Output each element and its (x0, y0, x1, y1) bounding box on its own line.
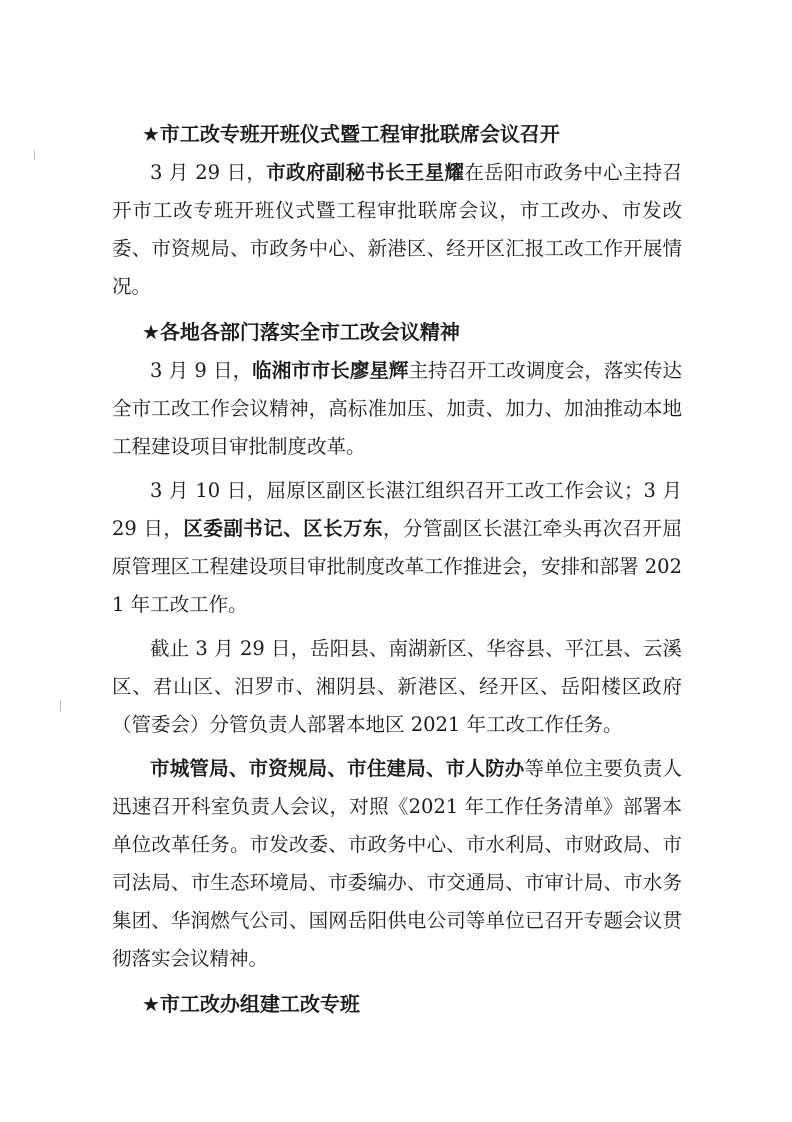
paragraph-text: ，分管副区长湛江牵头再次召开屈原管理区工程建设项目审批制度改革工作推进会，安排和部署 2021 年工改工作。 (112, 517, 682, 616)
paragraph-lead: 3 月 29 日， (150, 161, 267, 184)
highlight-name: 市政府副秘书长王星耀 (266, 161, 465, 184)
paragraph-text: 等单位主要负责人迅速召开科室负责人会议，对照《2021 年工作任务清单》部署本单位改革任务。市发改委、市政务中心、市水利局、市财政局、市司法局、市生态环境局、市委编办、市交通局、市审计局、市水务集团、华润燃气公司、国网岳阳供电公司等单位已召开专题会议贯彻落实会议精神。 (112, 757, 682, 970)
paragraph (112, 154, 682, 306)
paragraph-text: 主持召开工改调度会，落实传达全市工改工作会议精神，高标准加压、加责、加力、加油推动本地工程建设项目审批制度改革。 (112, 359, 682, 458)
highlight-name: 市城管局、市资规局、市住建局、市人防办 (150, 757, 525, 780)
paragraph (112, 750, 682, 978)
paragraph (112, 352, 682, 466)
paragraph-text: 在岳阳市政务中心主持召开市工改专班开班仪式暨工程审批联席会议，市工改办、市发改委、市资规局、市政务中心、新港区、经开区汇报工改工作开展情况。 (112, 161, 682, 298)
paragraph (112, 630, 682, 744)
paragraph (112, 472, 682, 624)
highlight-name: 临湘市市长廖星辉 (252, 359, 409, 382)
paragraph-lead: 3 月 9 日， (150, 359, 253, 382)
section-heading: ★市工改办组建工改专班 (142, 992, 360, 1016)
scan-mark (34, 150, 35, 160)
paragraph-lead: 3 月 10 日，屈原区副区长湛江组织召开工改工作会议；3 月 29 日， (112, 479, 682, 540)
document-body (112, 114, 682, 1024)
paragraph-text: 截止 3 月 29 日，岳阳县、南湖新区、华容县、平江县、云溪区、君山区、汨罗市、湘阴县、新港区、经开区、岳阳楼区政府（管委会）分管负责人部署本地区 2021 年工改工作任务。 (112, 637, 682, 736)
highlight-name: 区委副书记、区长万东 (183, 517, 384, 540)
scan-mark (60, 700, 61, 712)
section-heading: ★各地各部门落实全市工改会议精神 (142, 320, 460, 344)
section-heading: ★市工改专班开班仪式暨工程审批联席会议召开 (142, 122, 560, 146)
